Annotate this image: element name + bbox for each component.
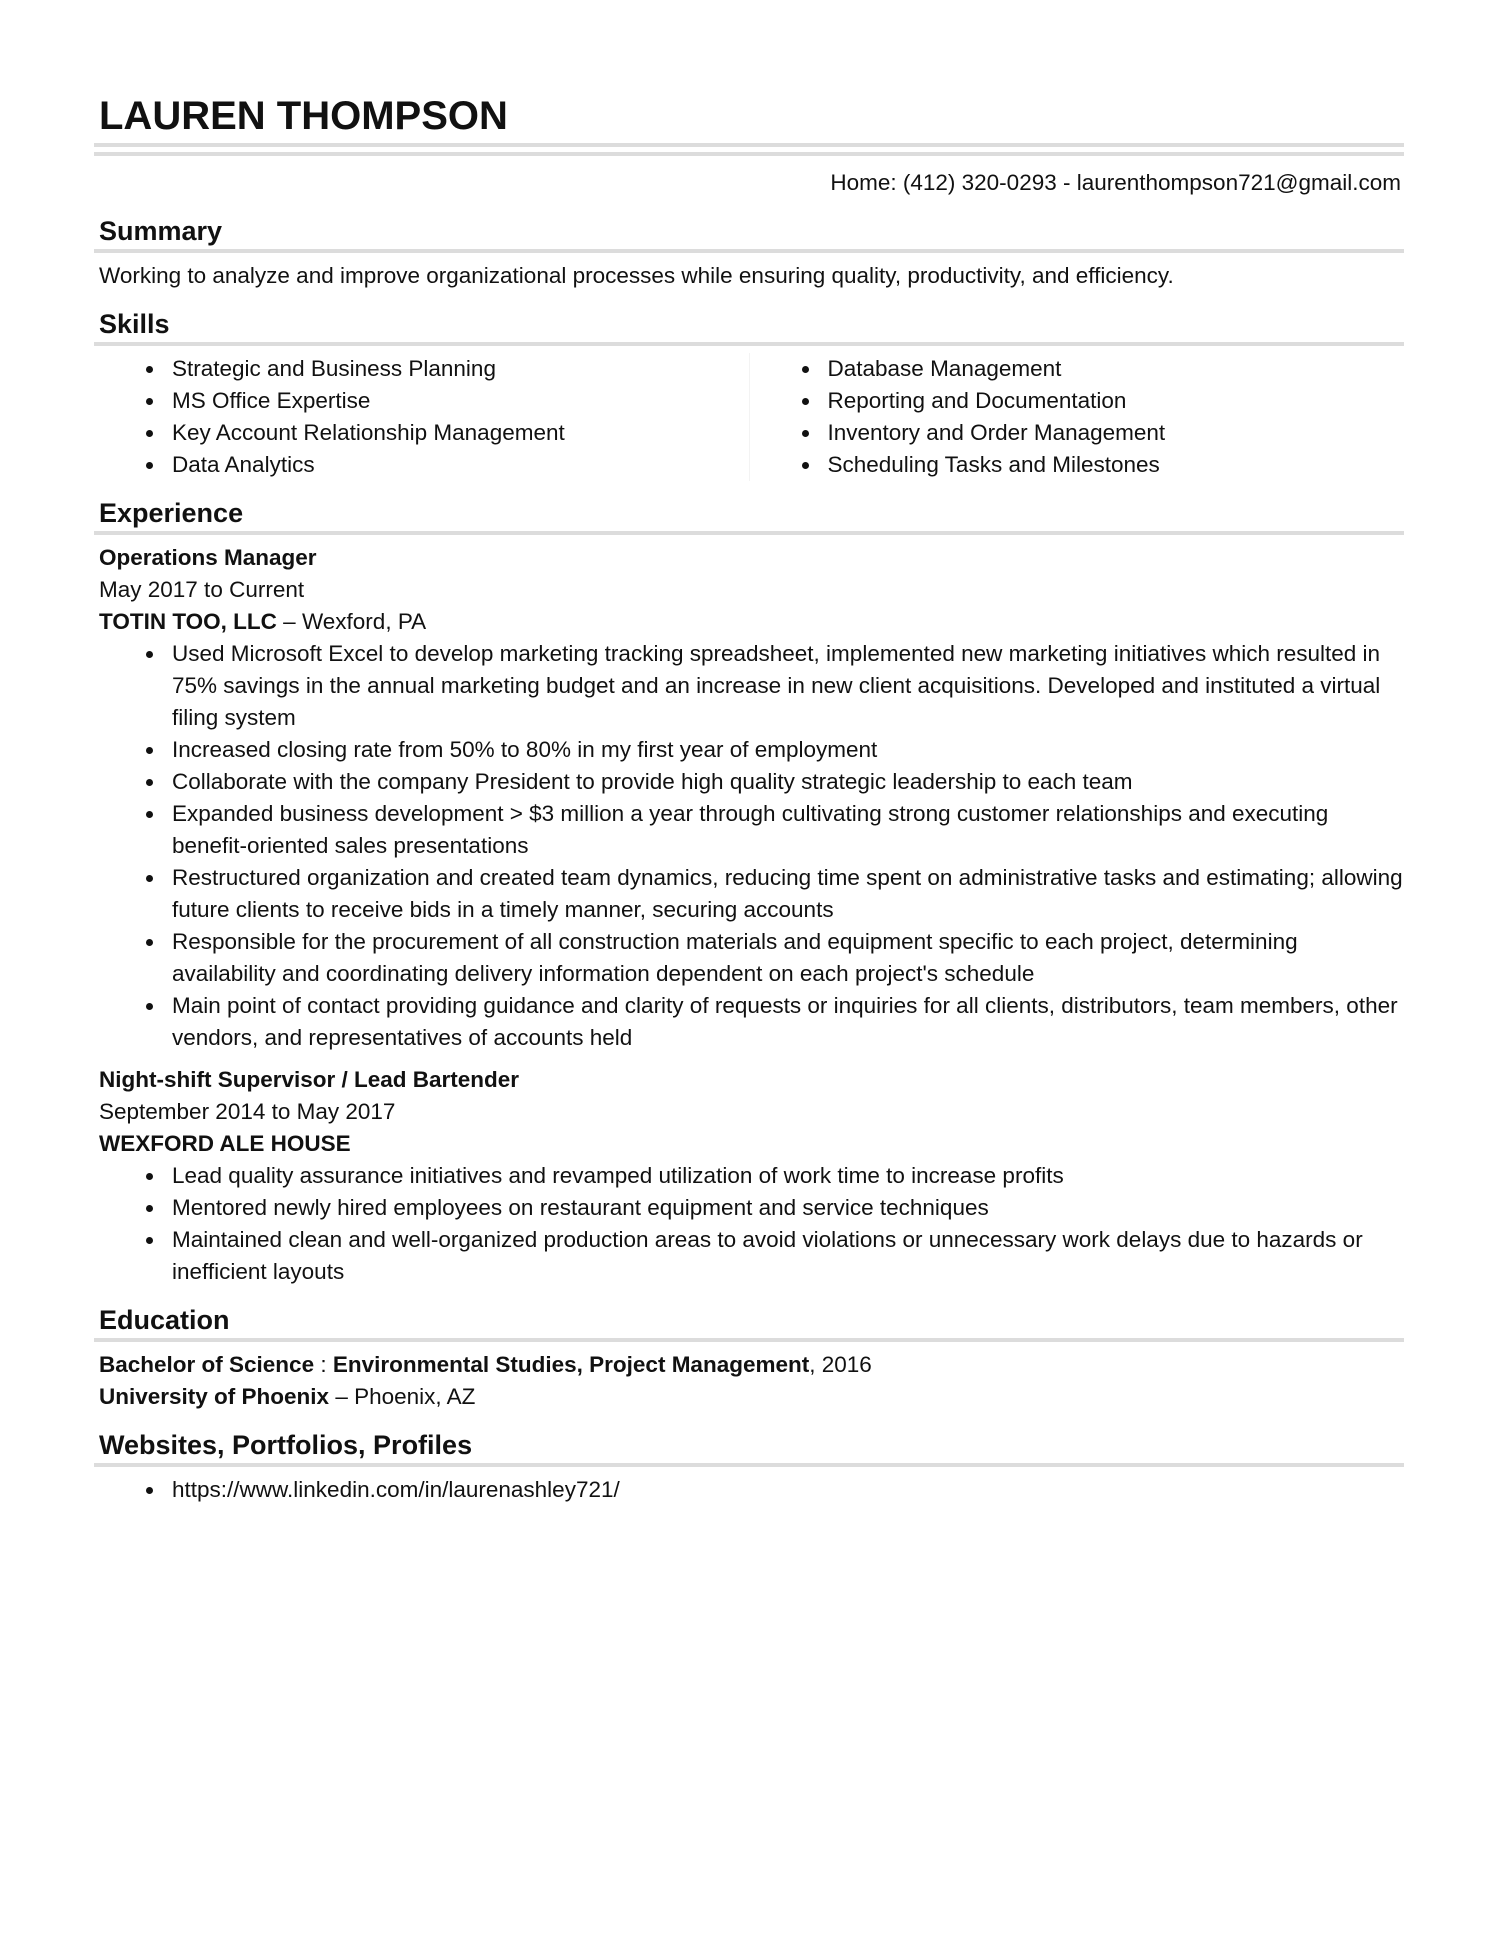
education-heading: Education: [99, 1305, 230, 1335]
skill-label: Data Analytics: [172, 452, 315, 477]
summary-text: Working to analyze and improve organizational processes while ensuring quality, productivity, and efficiency.: [99, 263, 1174, 288]
education-entry: [94, 1349, 1404, 1413]
experience-heading: Experience: [99, 498, 244, 528]
graduation-year: , 2016: [809, 1352, 872, 1377]
websites-list: [94, 1474, 1404, 1506]
candidate-name: LAUREN THOMPSON: [99, 94, 508, 138]
bullet-text: Maintained clean and well-organized production areas to avoid violations or unnecessary work delays due to hazards or inefficient layouts: [172, 1227, 1363, 1284]
skill-item: [750, 449, 1405, 481]
skills-column-left: [94, 353, 750, 481]
websites-heading: Websites, Portfolios, Profiles: [99, 1430, 473, 1460]
skill-item: [750, 353, 1405, 385]
skill-label: Inventory and Order Management: [827, 420, 1166, 445]
skill-label: Strategic and Business Planning: [172, 356, 496, 381]
skills-heading: Skills: [99, 309, 170, 339]
job-entry: [99, 1064, 1404, 1288]
job-employer: [99, 606, 1404, 638]
bullet-icon: [146, 811, 153, 818]
company-name: TOTIN TOO, LLC: [99, 609, 277, 634]
job-entry: [99, 542, 1404, 1054]
school-location: Phoenix, AZ: [354, 1384, 476, 1409]
bullet-icon: [802, 462, 809, 469]
skill-label: Key Account Relationship Management: [172, 420, 565, 445]
contact-info: Home: (412) 320-0293 - laurenthompson721@gmail.com: [830, 170, 1401, 195]
header-rule-bottom: [94, 152, 1404, 156]
field-of-study: Environmental Studies, Project Management: [332, 1352, 810, 1377]
job-bullet: [94, 766, 1404, 798]
skill-item: [94, 449, 749, 481]
bullet-icon: [802, 398, 809, 405]
bullet-text: Responsible for the procurement of all construction materials and equipment specific to each project, determining availability and coordinating delivery information dependent on each project's schedule: [172, 929, 1298, 986]
skill-label: MS Office Expertise: [172, 388, 371, 413]
skills-column-right: [750, 353, 1405, 481]
job-bullet: [94, 798, 1404, 862]
bullet-icon: [146, 398, 153, 405]
section-rule: [94, 1463, 1404, 1467]
skill-item: [750, 417, 1405, 449]
section-rule: [94, 249, 1404, 253]
job-location: Wexford, PA: [301, 609, 427, 634]
bullet-text: Increased closing rate from 50% to 80% in my first year of employment: [172, 737, 878, 762]
bullet-icon: [146, 1173, 153, 1180]
school-line: [99, 1381, 1404, 1413]
bullet-text: Mentored newly hired employees on restaurant equipment and service techniques: [172, 1195, 989, 1220]
company-name: WEXFORD ALE HOUSE: [99, 1131, 351, 1156]
website-item: [94, 1474, 1404, 1506]
section-rule: [94, 1338, 1404, 1342]
bullet-text: Main point of contact providing guidance and clarity of requests or inquiries for all clients, distributors, team members, other vendors, and representatives of accounts held: [172, 993, 1398, 1050]
bullet-icon: [146, 779, 153, 786]
bullet-text: Lead quality assurance initiatives and revamped utilization of work time to increase profits: [172, 1163, 1064, 1188]
job-dates: May 2017 to Current: [99, 577, 305, 602]
bullet-icon: [802, 430, 809, 437]
skill-label: Database Management: [827, 356, 1062, 381]
skill-item: [94, 417, 749, 449]
separator: –: [329, 1384, 355, 1409]
job-bullet: [94, 1224, 1404, 1288]
skills-list: [94, 353, 1404, 481]
bullet-icon: [146, 1003, 153, 1010]
bullet-icon: [802, 366, 809, 373]
bullet-text: Used Microsoft Excel to develop marketing tracking spreadsheet, implemented new marketing initiatives which resulted in 75% savings in the annual marketing budget and an increase in new client acquisitions. Developed and instituted a virtual filing system: [172, 641, 1381, 730]
separator: –: [276, 609, 302, 634]
skill-item: [94, 385, 749, 417]
bullet-icon: [146, 430, 153, 437]
linkedin-link[interactable]: https://www.linkedin.com/in/laurenashley721/: [172, 1477, 620, 1502]
bullet-icon: [146, 747, 153, 754]
header-rule-top: [94, 143, 1404, 147]
school-name: University of Phoenix: [99, 1384, 330, 1409]
experience-list: [94, 542, 1404, 1288]
skill-item: [750, 385, 1405, 417]
job-dates: September 2014 to May 2017: [99, 1099, 396, 1124]
bullet-text: Restructured organization and created team dynamics, reducing time spent on administrative tasks and estimating; allowing future clients to receive bids in a timely manner, securing accounts: [172, 865, 1403, 922]
bullet-icon: [146, 1487, 153, 1494]
bullet-icon: [146, 875, 153, 882]
bullet-icon: [146, 462, 153, 469]
bullet-icon: [146, 651, 153, 658]
job-bullet: [94, 734, 1404, 766]
job-bullet: [94, 990, 1404, 1054]
job-title: Night-shift Supervisor / Lead Bartender: [99, 1067, 520, 1092]
job-title: Operations Manager: [99, 545, 317, 570]
job-bullet: [94, 862, 1404, 926]
job-bullet: [94, 926, 1404, 990]
bullet-text: Expanded business development > $3 million a year through cultivating strong customer relationships and executing benefit-oriented sales presentations: [172, 801, 1329, 858]
bullet-icon: [146, 1237, 153, 1244]
separator: :: [314, 1352, 333, 1377]
resume-page: [94, 93, 1404, 1506]
bullet-icon: [146, 366, 153, 373]
job-bullet: [94, 1192, 1404, 1224]
skill-label: Scheduling Tasks and Milestones: [827, 452, 1160, 477]
bullet-icon: [146, 1205, 153, 1212]
job-bullet: [94, 1160, 1404, 1192]
summary-heading: Summary: [99, 216, 223, 246]
section-rule: [94, 342, 1404, 346]
degree-line: [99, 1349, 1404, 1381]
bullet-text: Collaborate with the company President to provide high quality strategic leadership to each team: [172, 769, 1133, 794]
bullet-icon: [146, 939, 153, 946]
job-bullet: [94, 638, 1404, 734]
section-rule: [94, 531, 1404, 535]
skill-label: Reporting and Documentation: [827, 388, 1127, 413]
degree: Bachelor of Science: [99, 1352, 315, 1377]
skill-item: [94, 353, 749, 385]
